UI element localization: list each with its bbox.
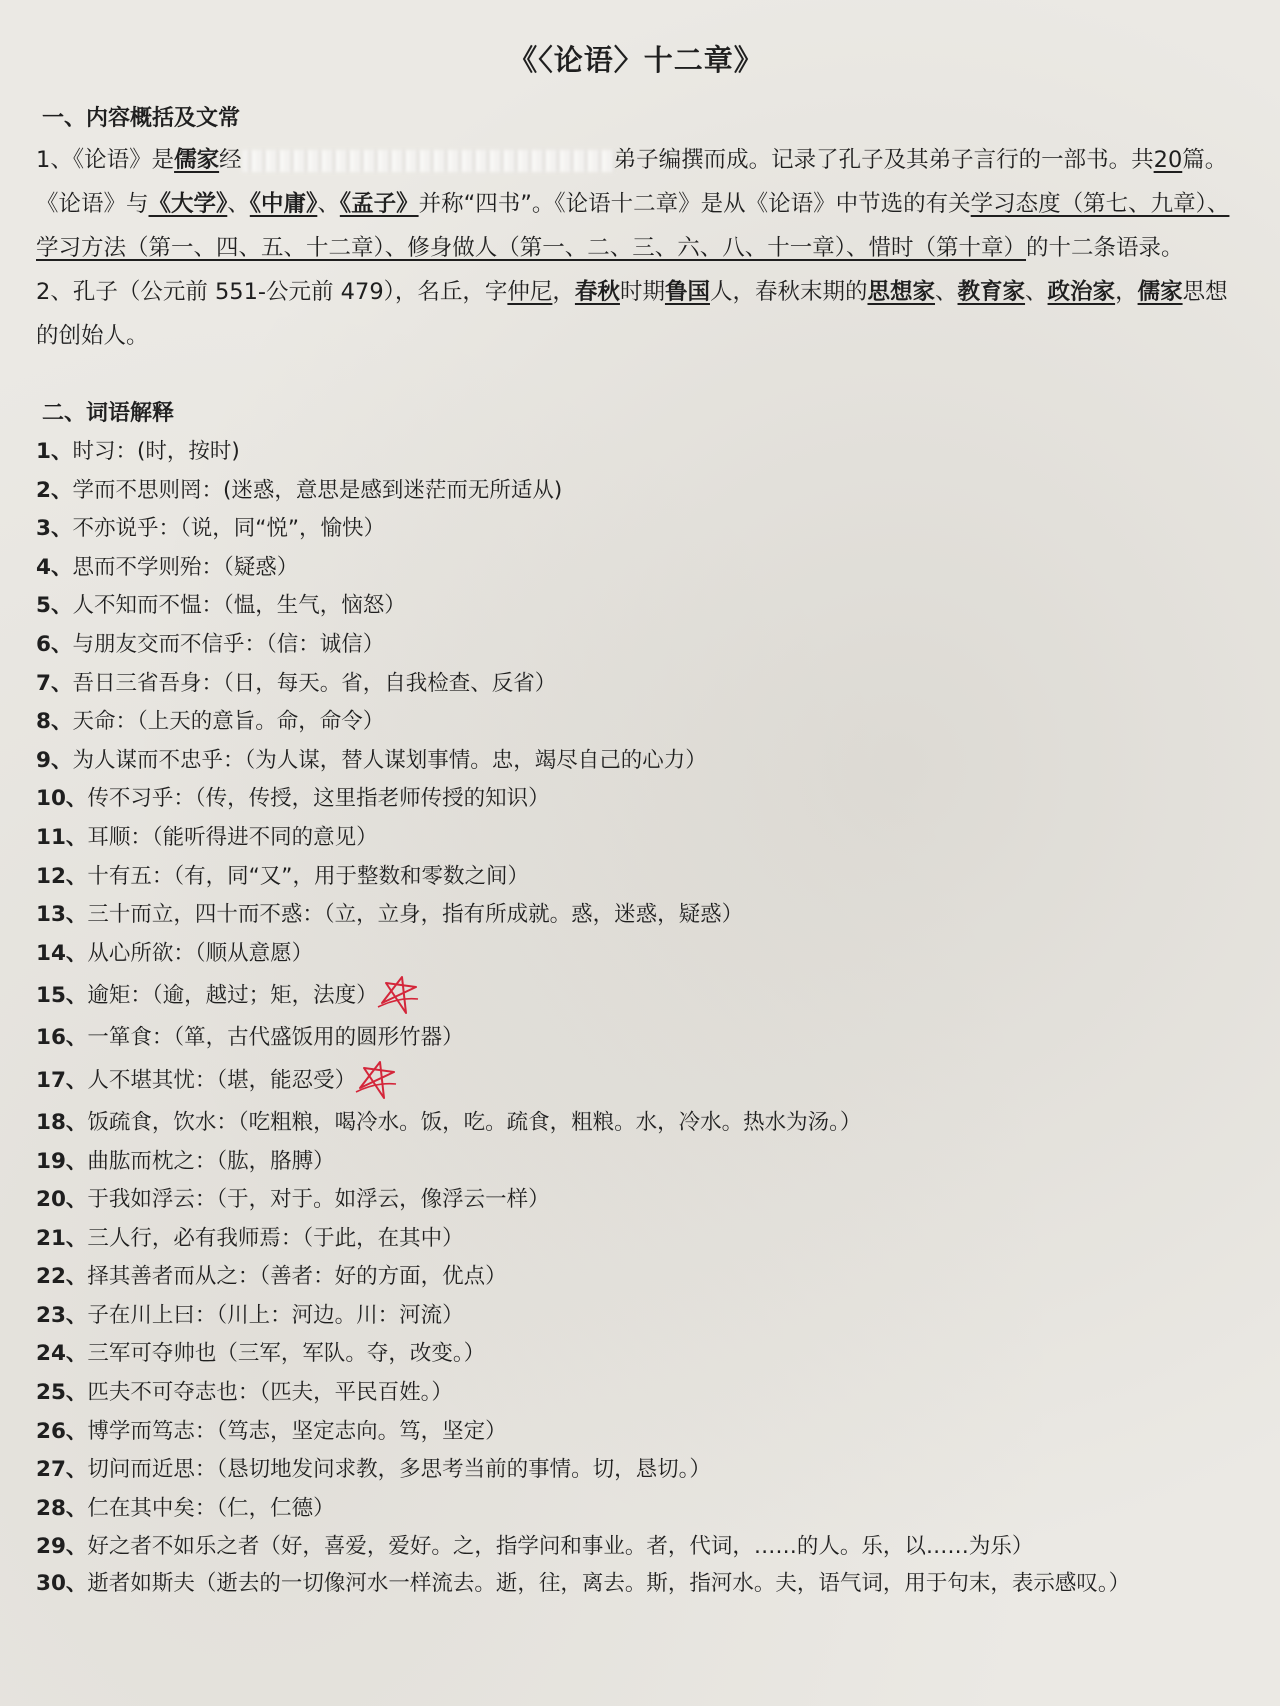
- redacted-blur: [242, 150, 614, 172]
- glossary-item: [36, 433, 1236, 472]
- glossary-item: [36, 1258, 1236, 1297]
- glossary-item-text: 一箪食：（箪，古代盛饭用的圆形竹器）: [87, 1025, 464, 1051]
- glossary-item-text: 人不堪其忧：（堪，能忍受）: [87, 1067, 357, 1093]
- glossary-item-text: 时习：(时，按时): [72, 439, 240, 464]
- glossary-item-text: 思而不学则殆：（疑惑）: [72, 554, 299, 580]
- glossary-item-number: 19、: [36, 1148, 88, 1174]
- glossary-item-text: 仁在其中矣：（仁，仁德）: [87, 1495, 335, 1521]
- glossary-item-number: 21、: [36, 1225, 88, 1251]
- glossary-item: [36, 1058, 1236, 1104]
- glossary-item: [36, 510, 1236, 549]
- glossary-item: [36, 1490, 1236, 1529]
- glossary-item: [36, 1451, 1236, 1490]
- glossary-item: [36, 665, 1236, 704]
- glossary-item-text: 逝者如斯夫（逝去的一切像河水一样流去。逝，往，离去。斯，指河水。夫，语气词，用于句末，表示感叹。）: [87, 1571, 1131, 1597]
- page-title: 《〈论语〉十二章》: [508, 43, 764, 77]
- glossary-item-text: 三十而立，四十而不惑：（立，立身，指有所成就。惑，迷惑，疑惑）: [87, 902, 744, 928]
- glossary-item-text: 逾矩：（逾，越过；矩，法度）: [87, 983, 378, 1009]
- section-heading-overview: 一、内容概括及文常: [42, 106, 241, 131]
- glossary-item: [36, 819, 1236, 858]
- glossary-item-text: 人不知而不愠：（愠，生气，恼怒）: [72, 593, 406, 619]
- glossary-item-number: 5、: [36, 593, 73, 619]
- glossary-item-text: 三人行，必有我师焉：（于此，在其中）: [87, 1225, 464, 1251]
- glossary-item: [36, 1143, 1236, 1182]
- glossary-item-number: 7、: [36, 670, 73, 696]
- glossary-item: [36, 549, 1236, 588]
- glossary-item-number: 9、: [36, 747, 73, 773]
- glossary-item-number: 20、: [36, 1187, 88, 1213]
- glossary-item-text: 于我如浮云：（于，对于。如浮云，像浮云一样）: [87, 1187, 550, 1213]
- glossary-item-text: 饭疏食，饮水：（吃粗粮，喝冷水。饭，吃。疏食，粗粮。水，冷水。热水为汤。）: [87, 1109, 862, 1135]
- glossary-item-number: 16、: [36, 1025, 88, 1051]
- glossary-item-number: 3、: [36, 516, 73, 542]
- glossary-item-text: 不亦说乎：（说，同“悦”，愉快）: [72, 516, 385, 542]
- glossary-item-number: 26、: [36, 1418, 88, 1444]
- glossary-item-text: 十有五：（有，同“又”，用于整数和零数之间）: [87, 863, 529, 889]
- glossary-item-number: 11、: [36, 824, 88, 850]
- glossary-item-text: 择其善者而从之：（善者：好的方面，优点）: [87, 1264, 507, 1290]
- glossary-item-number: 27、: [36, 1457, 88, 1483]
- glossary-item-number: 18、: [36, 1109, 88, 1135]
- glossary-item: [36, 1019, 1236, 1058]
- glossary-item-text: 传不习乎：（传，传授，这里指老师传授的知识）: [87, 786, 550, 812]
- overview-paragraph-2: 2、孔子（公元前 551-公元前 479），名丘，字仲尼，春秋时期鲁国人，春秋末期的思想家、教育家、政治家，儒家思想的创始人。: [36, 279, 1228, 349]
- glossary-item-text: 吾日三省吾身：（日，每天。省，自我检查、反省）: [72, 670, 557, 696]
- glossary-item-number: 8、: [36, 709, 73, 735]
- glossary-item: [36, 780, 1236, 819]
- glossary-item-text: 从心所欲：（顺从意愿）: [87, 940, 314, 966]
- glossary-item: [36, 1413, 1236, 1452]
- glossary-item: [36, 742, 1236, 781]
- red-star-icon: [350, 1058, 402, 1104]
- glossary-item-text: 天命：（上天的意旨。命，命令）: [72, 709, 385, 735]
- glossary-item-number: 22、: [36, 1264, 88, 1290]
- glossary-item-number: 25、: [36, 1380, 88, 1406]
- glossary-item-number: 2、: [36, 477, 73, 503]
- glossary-item: [36, 1220, 1236, 1259]
- glossary-item-text: 与朋友交而不信乎：（信：诚信）: [72, 631, 385, 657]
- glossary-item-text: 子在川上曰：（川上：河边。川：河流）: [87, 1302, 464, 1328]
- glossary-item-number: 15、: [36, 983, 88, 1009]
- glossary-item-text: 耳顺：（能听得进不同的意见）: [87, 824, 378, 850]
- glossary-item-number: 17、: [36, 1067, 88, 1093]
- glossary-item-number: 12、: [36, 863, 88, 889]
- glossary-item-text: 三军可夺帅也（三军，军队。夺，改变。）: [87, 1341, 486, 1367]
- glossary-item-number: 24、: [36, 1341, 88, 1367]
- glossary-item: [36, 1528, 1236, 1567]
- glossary-item-number: 10、: [36, 786, 88, 812]
- glossary-item: [36, 1374, 1236, 1413]
- glossary-item-number: 14、: [36, 940, 88, 966]
- glossary-item: [36, 1181, 1236, 1220]
- glossary-item-text: 曲肱而枕之：（肱，胳膊）: [87, 1148, 335, 1174]
- glossary-list: [36, 433, 1236, 1601]
- glossary-item: [36, 973, 1236, 1019]
- glossary-item-number: 1、: [36, 439, 73, 464]
- glossary-item: [36, 472, 1236, 511]
- overview-paragraph-1: 1、《论语》是儒家经 弟子编撰而成。记录了孔子及其弟子言行的一部书。共20篇。《论语》与《大学》、《中庸》、《孟子》并称“四书”。《论语十二章》是从《论语》中节选的有关学习态度（第七、九章）、学习方法（第一、四、五、十二章）、修身做人（第一、二、三、六、八、十一章）、惜时（第十章）的十二条语录。: [36, 147, 1230, 261]
- glossary-item-text: 学而不思则罔：(迷惑，意思是感到迷茫而无所适从): [72, 477, 563, 503]
- glossary-item-number: 29、: [36, 1534, 88, 1560]
- glossary-item: [36, 935, 1236, 974]
- glossary-item: [36, 587, 1236, 626]
- glossary-item: [36, 1335, 1236, 1374]
- glossary-item-number: 4、: [36, 554, 73, 580]
- glossary-item: [36, 896, 1236, 935]
- glossary-item-number: 6、: [36, 631, 73, 657]
- glossary-item: [36, 1567, 1236, 1601]
- glossary-item-text: 好之者不如乐之者（好，喜爱，爱好。之，指学问和事业。者，代词，……的人。乐，以……为乐）: [87, 1534, 1034, 1560]
- red-star-icon: [372, 973, 424, 1019]
- glossary-item-text: 博学而笃志：（笃志，坚定志向。笃，坚定）: [87, 1418, 507, 1444]
- glossary-item: [36, 858, 1236, 897]
- glossary-item-number: 13、: [36, 902, 88, 928]
- glossary-item-number: 30、: [36, 1571, 88, 1597]
- glossary-item-text: 匹夫不可夺志也：（匹夫，平民百姓。）: [87, 1380, 453, 1406]
- glossary-item-number: 23、: [36, 1302, 88, 1328]
- glossary-item: [36, 626, 1236, 665]
- glossary-item: [36, 703, 1236, 742]
- glossary-item-number: 28、: [36, 1495, 88, 1521]
- glossary-item: [36, 1297, 1236, 1336]
- glossary-item-text: 切问而近思：（恳切地发问求教，多思考当前的事情。切，恳切。）: [87, 1457, 711, 1483]
- glossary-item-text: 为人谋而不忠乎：（为人谋，替人谋划事情。忠，竭尽自己的心力）: [72, 747, 707, 773]
- glossary-item: [36, 1104, 1236, 1143]
- section-heading-glossary: 二、词语解释: [42, 401, 175, 426]
